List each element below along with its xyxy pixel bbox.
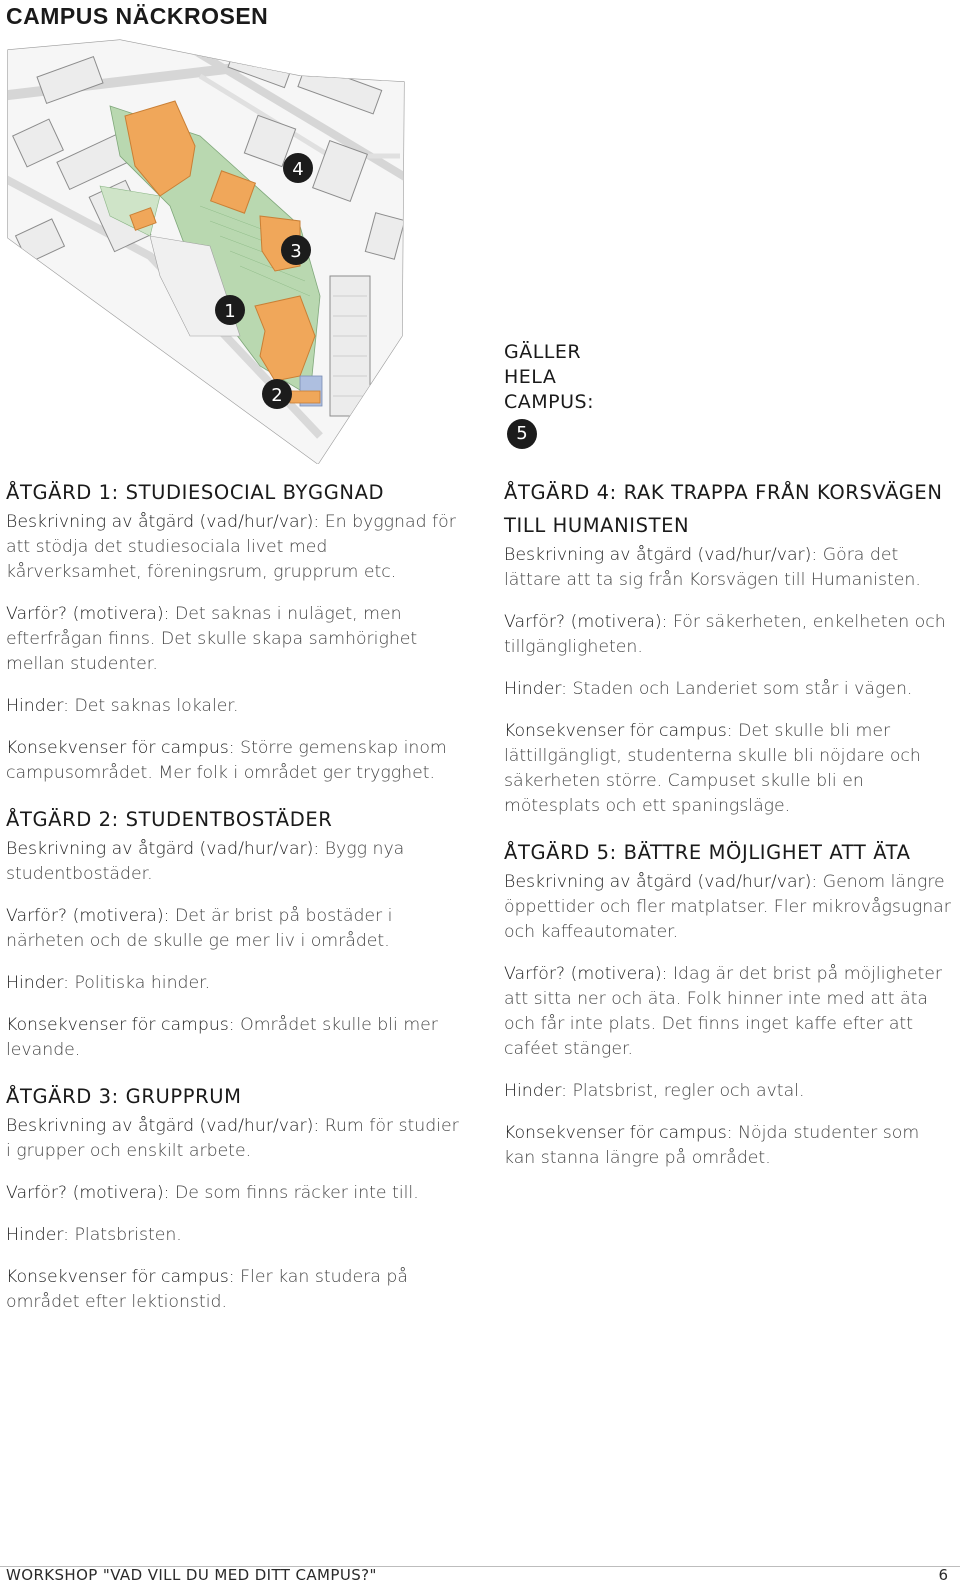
item-text: En byggnad för att stödja det studiesociala livet med kårverksamhet, föreningsrum, grupprum etc. — [6, 512, 456, 582]
item-label: Varför? (motivera): — [504, 964, 668, 984]
campus-note-line: CAMPUS: — [504, 391, 594, 413]
item-text: Platsbrist, regler och avtal. — [566, 1081, 805, 1101]
measure-description — [504, 870, 954, 945]
measure-obstacles — [504, 677, 954, 702]
item-text: Platsbristen. — [68, 1225, 182, 1245]
campus-note-line: HELA — [504, 366, 557, 388]
item-label: Konsekvenser för campus: — [504, 721, 733, 741]
measure-description — [6, 837, 466, 887]
measure-consequences — [6, 1013, 466, 1063]
left-column — [6, 476, 466, 1332]
item-text: Det saknas i nuläget, men efterfrågan finns. Det skulle skapa samhörighet mellan studenter. — [6, 604, 418, 674]
item-label: Konsekvenser för campus: — [6, 1015, 235, 1035]
svg-text:1: 1 — [224, 301, 236, 322]
item-label: Hinder: — [6, 973, 69, 993]
measure-heading: ÅTGÄRD 3: GRUPPRUM — [6, 1085, 242, 1108]
measure-description — [504, 543, 954, 593]
item-text: Göra det lättare att ta sig från Korsvägen till Humanisten. — [504, 545, 921, 590]
item-label: Beskrivning av åtgärd (vad/hur/var): — [6, 839, 320, 859]
measure-heading: ÅTGÄRD 2: STUDENTBOSTÄDER — [6, 808, 333, 831]
item-label: Varför? (motivera): — [6, 906, 170, 926]
item-text: För säkerheten, enkelheten och tillgängligheten. — [504, 612, 946, 657]
item-text: Det är brist på bostäder i närheten och de skulle ge mer liv i området. — [6, 906, 393, 951]
map-marker-4 — [283, 153, 313, 183]
campus-wide-note — [504, 340, 594, 415]
map-marker-3 — [281, 235, 311, 265]
item-label: Beskrivning av åtgärd (vad/hur/var): — [504, 545, 818, 565]
item-label: Varför? (motivera): — [504, 612, 668, 632]
campus-map — [0, 36, 420, 464]
item-label: Beskrivning av åtgärd (vad/hur/var): — [6, 1116, 320, 1136]
measure-4-section — [504, 476, 954, 819]
item-label: Beskrivning av åtgärd (vad/hur/var): — [6, 512, 320, 532]
measure-obstacles — [6, 1223, 466, 1248]
item-text: Området skulle bli mer levande. — [6, 1015, 438, 1060]
item-label: Hinder: — [6, 1225, 69, 1245]
measure-motivation — [504, 610, 954, 660]
measure-consequences — [504, 719, 954, 819]
measure-heading: ÅTGÄRD 1: STUDIESOCIAL BYGGNAD — [6, 481, 385, 504]
measure-5-section — [504, 836, 954, 1171]
measure-heading: ÅTGÄRD 5: BÄTTRE MÖJLIGHET ATT ÄTA — [504, 841, 911, 864]
item-label: Konsekvenser för campus: — [504, 1123, 733, 1143]
measure-heading: ÅTGÄRD 4: RAK TRAPPA FRÅN KORSVÄGEN TILL HUMANISTEN — [504, 481, 943, 537]
item-label: Varför? (motivera): — [6, 1183, 170, 1203]
measure-motivation — [6, 904, 466, 954]
campus-note-line: GÄLLER — [504, 341, 582, 363]
measure-consequences — [6, 736, 466, 786]
footer-title: WORKSHOP "VAD VILL DU MED DITT CAMPUS?" — [6, 1566, 377, 1584]
measure-motivation — [6, 1181, 466, 1206]
marker-5-badge: 5 — [507, 419, 537, 449]
measure-motivation — [6, 602, 466, 677]
measure-consequences — [6, 1265, 466, 1315]
item-text: De som finns räcker inte till. — [169, 1183, 419, 1203]
item-text: Det skulle bli mer lättillgängligt, studenterna skulle bli nöjdare och säkerheten större. Campuset skulle bli en mötesplats och ett spaningsläge. — [504, 721, 921, 816]
item-text: Bygg nya studentbostäder. — [6, 839, 405, 884]
item-label: Konsekvenser för campus: — [6, 1267, 235, 1287]
measure-3-section — [6, 1080, 466, 1315]
measure-consequences — [504, 1121, 954, 1171]
measure-obstacles — [6, 694, 466, 719]
measure-1-section — [6, 476, 466, 786]
item-text: Det saknas lokaler. — [68, 696, 239, 716]
item-text: Fler kan studera på området efter lektionstid. — [6, 1267, 408, 1312]
map-marker-2 — [262, 379, 292, 409]
item-text: Rum för studier i grupper och enskilt arbete. — [6, 1116, 459, 1161]
measure-obstacles — [6, 971, 466, 996]
item-label: Konsekvenser för campus: — [6, 738, 235, 758]
item-label: Varför? (motivera): — [6, 604, 170, 624]
svg-text:3: 3 — [290, 241, 302, 262]
measure-obstacles — [504, 1079, 954, 1104]
item-text: Nöjda studenter som kan stanna längre på området. — [504, 1123, 920, 1168]
page-title: CAMPUS NÄCKROSEN — [6, 3, 269, 29]
svg-text:2: 2 — [271, 385, 283, 406]
measure-description — [6, 1114, 466, 1164]
item-label: Hinder: — [6, 696, 69, 716]
item-label: Hinder: — [504, 679, 567, 699]
page-number: 6 — [938, 1566, 948, 1584]
item-text: Politiska hinder. — [68, 973, 211, 993]
item-text: Större gemenskap inom campusområdet. Mer folk i området ger trygghet. — [6, 738, 447, 783]
right-column — [504, 476, 954, 1188]
item-text: Staden och Landeriet som står i vägen. — [566, 679, 913, 699]
item-label: Beskrivning av åtgärd (vad/hur/var): — [504, 872, 818, 892]
measure-2-section — [6, 803, 466, 1063]
map-marker-1 — [215, 295, 245, 325]
map-background-blocks — [0, 36, 420, 464]
svg-text:4: 4 — [292, 159, 304, 180]
item-text: Genom längre öppettider och fler matplatser. Fler mikrovågsugnar och kaffeautomater. — [504, 872, 951, 942]
item-text: Idag är det brist på möjligheter att sitta ner och äta. Folk hinner inte med att äta och får inte plats. Det finns inget kaffe efter att caféet stänger. — [504, 964, 943, 1059]
measure-description — [6, 510, 466, 585]
measure-motivation — [504, 962, 954, 1062]
item-label: Hinder: — [504, 1081, 567, 1101]
